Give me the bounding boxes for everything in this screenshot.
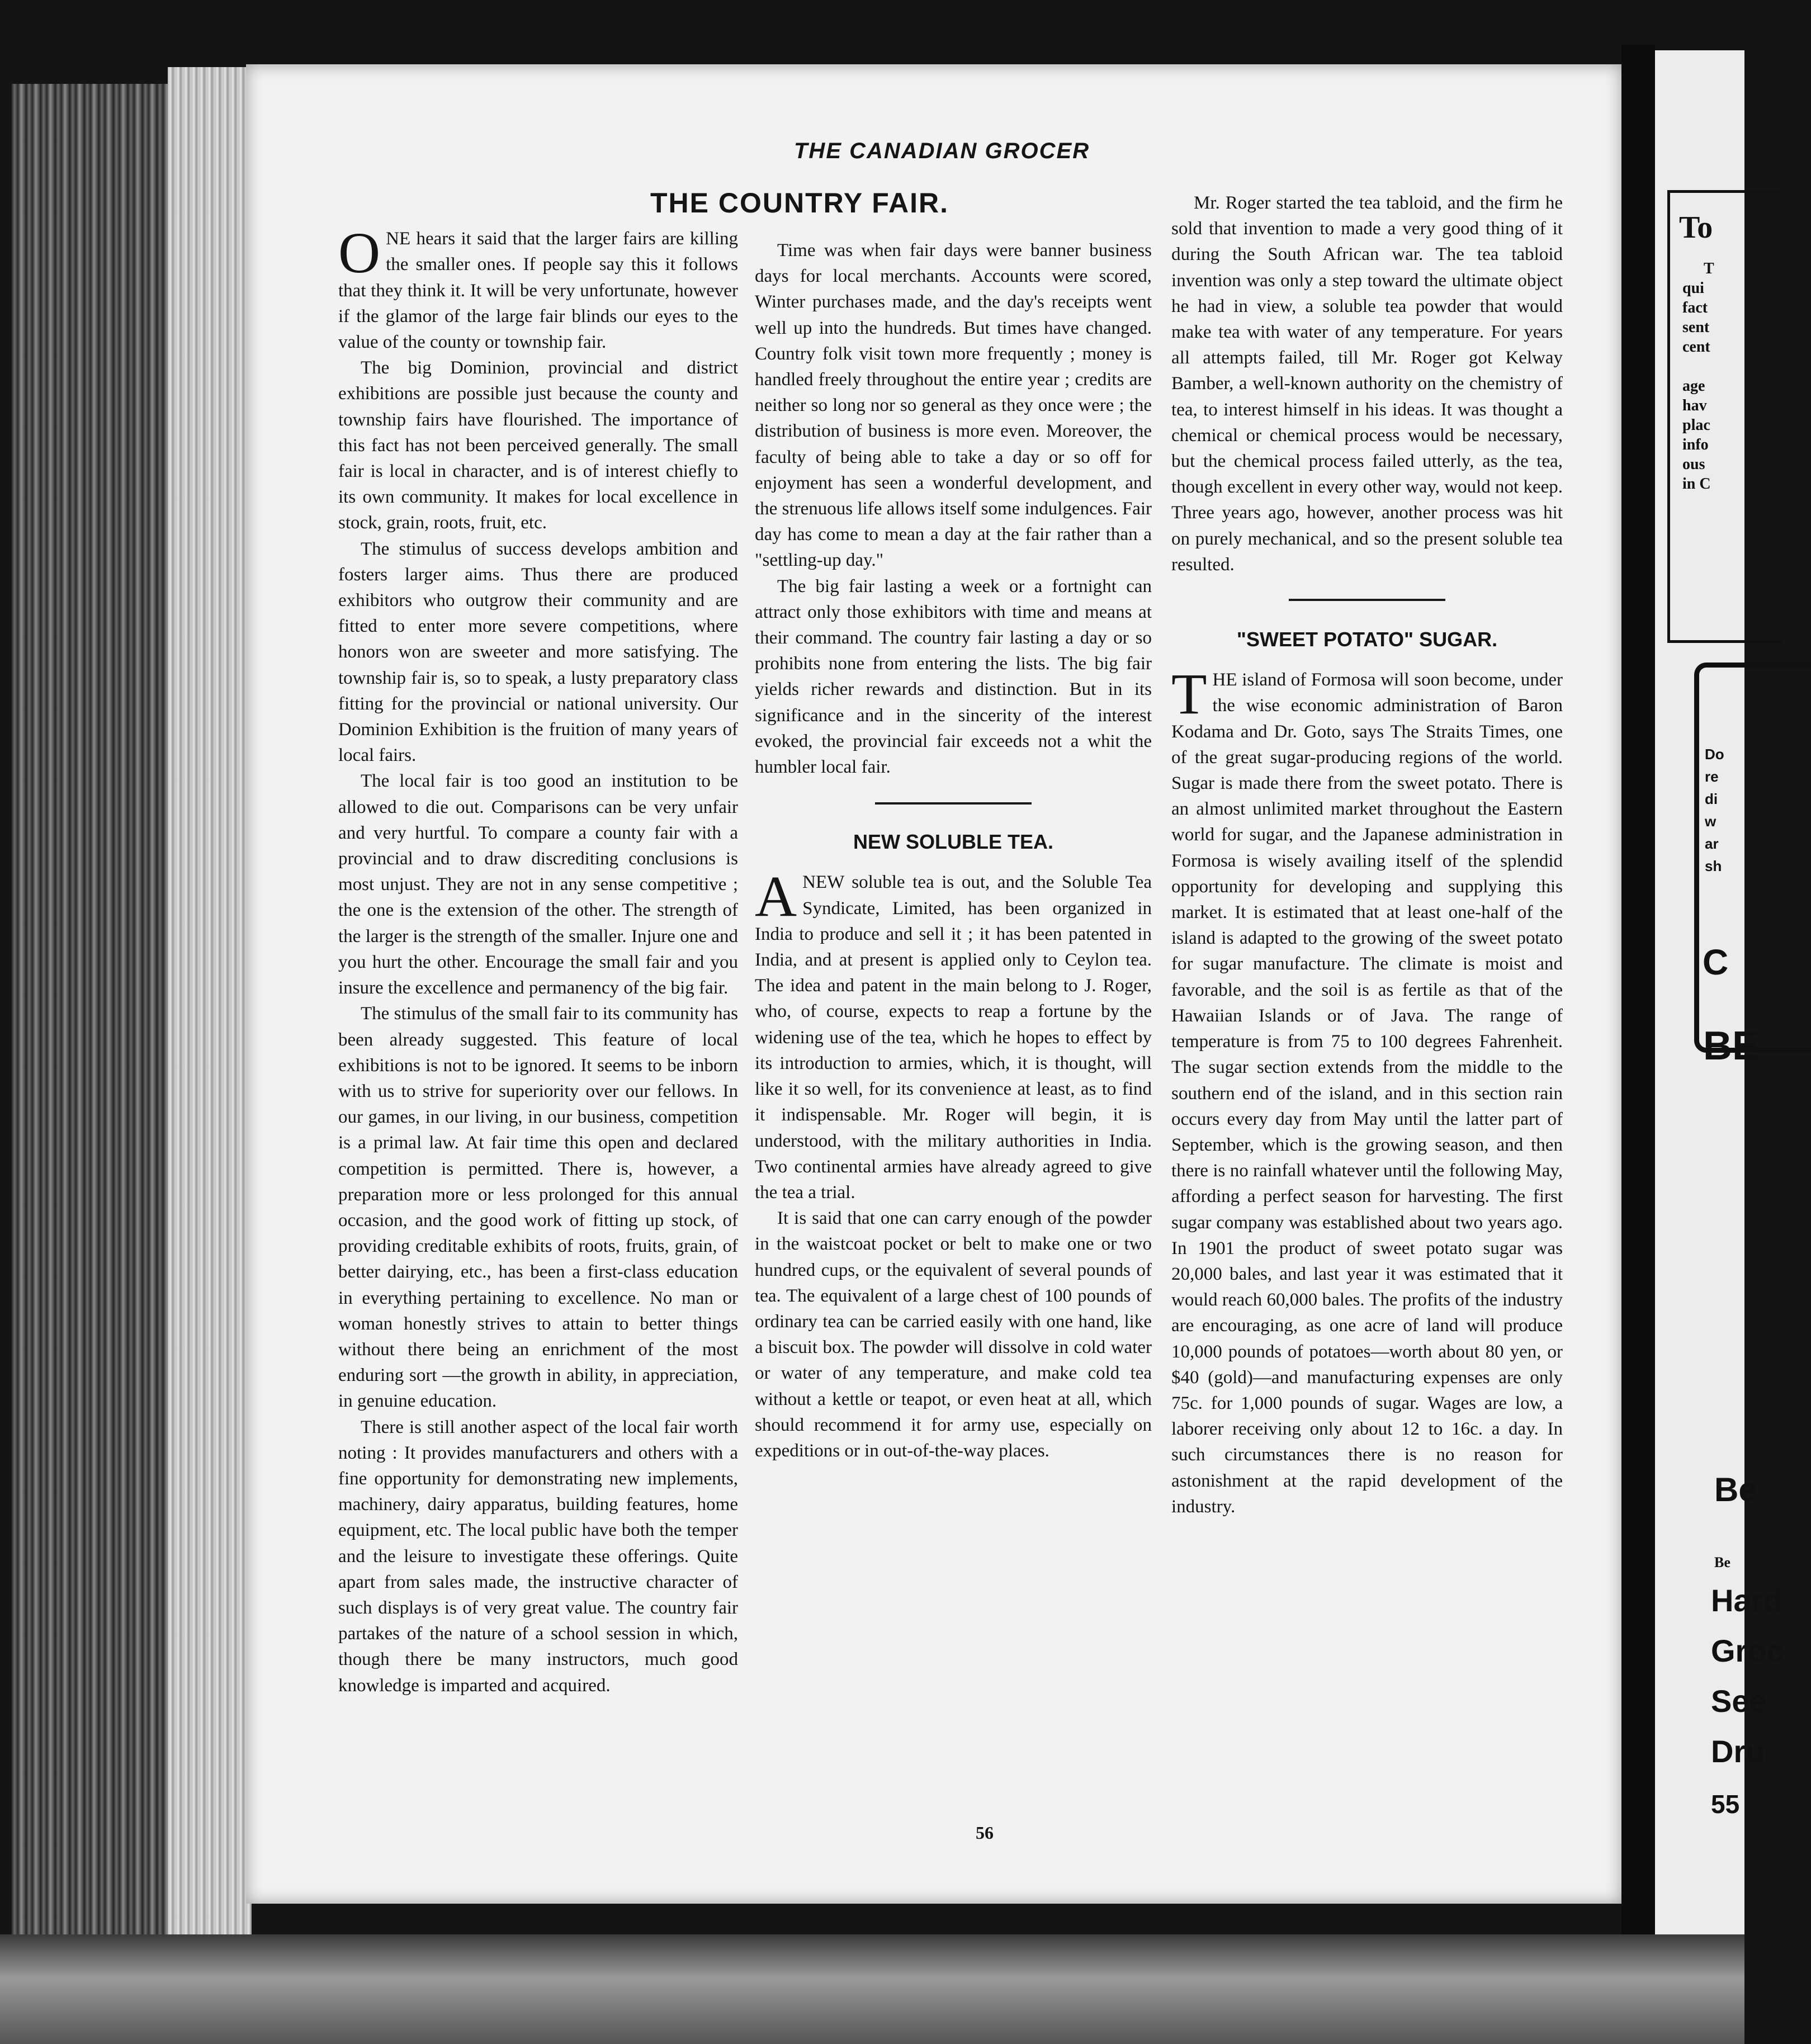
ad-line: ar [1705,835,1719,852]
adjacent-ad-box [1667,190,1782,643]
section-rule [1289,599,1445,601]
paragraph: NEW soluble tea is out, and the Soluble Tea Syndicate, Limited, has been organized in India to produce and sell it ; it has been patented in India, and at present is applied only to Ceylon tea. The idea and patent in the main belong to J. Roger, who, of course, expects to reap a fortune by the widening use of the tea, which he hopes to effect by its introduction to armies, which, it is thought, will like it so well, for its convenience at least, as to find it indispensable. Mr. Roger will begin, it is understood, with the military authorities in India. Two continental armies have already agreed to give the tea a trial. [755,872,1152,1203]
ad-line: di [1705,791,1718,807]
adjacent-ad-box-rounded [1694,663,1811,1053]
binding-gutter [1621,45,1655,1946]
adjacent-list-item: See [1711,1683,1767,1719]
ad-line: w [1705,813,1717,830]
page-number: 56 [976,1823,994,1843]
ad-line: fact [1682,299,1708,316]
ad-line: Do [1705,746,1724,763]
adjacent-heading: Be [1714,1471,1757,1508]
adjacent-page [1655,50,1784,1940]
headline-sweet-potato-sugar: "SWEET POTATO" SUGAR. [1236,628,1498,651]
running-head: THE CANADIAN GROCER [794,139,1090,163]
ad-line: re [1705,768,1719,785]
drop-cap: T [1171,662,1207,727]
adjacent-list-item: Hard [1711,1583,1782,1618]
adjacent-list-item: Be [1714,1554,1730,1570]
ad-line: sh [1705,858,1722,874]
ad-line: info [1682,436,1709,453]
ad-line: qui [1682,280,1704,297]
ad-line: cent [1682,338,1710,356]
column-1 [338,187,949,1698]
adjacent-list-item: Groc [1711,1633,1784,1668]
scan-bottom-shadow [0,1934,1744,2044]
adjacent-heading: BE [1703,1024,1760,1068]
paragraph: Time was when fair days were banner business days for local merchants. Accounts were scored, Winter purchases made, and the day's receipts went well up into the hundreds. But times have changed. Country folk visit town more frequently ; money is handled freely throughout the entire year ; credits are neither so long nor so general as they once were ; the distribution of business is more even. Moreover, the faculty of being able to take a day or so off for enjoyment has seen a wonderful development, and the strenuous life allows itself some indulgences. Fair day has come to mean a day at the fair rather than a "settling-up day." [755,240,1152,571]
headline-country-fair: THE COUNTRY FAIR. [650,187,949,219]
column-3 [1171,190,1563,1520]
headline-soluble-tea: NEW SOLUBLE TEA. [853,830,1053,854]
paragraph: HE island of Formosa will soon become, under the wise economic administration of Baron Kodama and Dr. Goto, says The Straits Times, one of the great sugar-producing regions of the world. Sugar is made there from the sweet potato. There is an almost unlimited market throughout the Eastern world for sugar, and the Japanese administration in Formosa is wisely availing itself of the splendid opportunity for developing and supplying this market. It is estimated that at least one-half of the island is adapted to the growing of the sweet potato for sugar manufacture. The climate is moist and favorable, and the soil is as fertile as that of the Hawaiian Islands or of Java. The range of temperature is from 75 to 100 degrees Fahrenheit. The sugar section extends from the middle to the southern end of the island, and in this section rain occurs every day from May until the latter part of September, which is the growing season, and then there is no rainfall whatever until the following May, affording a perfect season for harvesting. The first sugar company was established about two years ago. In 1901 the product of sweet potato sugar was 20,000 bales, and last year it was estimated that it would reach 60,000 bales. The profits of the industry are encouraging, as one acre of land will produce 10,000 pounds of potatoes—worth about 80 yen, or $40 (gold)—and manufacturing expenses are only 75c. for 1,000 pounds of sugar. Wages are low, a laborer receiving only about 12 to 16c. a day. In such circumstances there is no reason for astonishment at the rapid development of the industry. [1171,670,1563,1517]
paragraph: The stimulus of the small fair to its community has been already suggested. This feature of local exhibitions is not to be ignored. It seems to be inborn with us to strive for superiority over our fellows. In our games, in our living, in our business, competition is a primal law. At fair time this open and declared competition is permitted. There is, however, a preparation more or less prolonged for this annual occasion, and the good work of fitting up stock, of providing creditable exhibits of roots, fruits, grain, of better dairying, etc., has been a first-class education in everything pertaining to excellence. No man or woman honestly strives to attain to better things without there being an enrichment of the most enduring sort —the growth in ability, in appreciation, in genuine education. [338,1004,738,1412]
drop-cap: O [338,221,381,286]
ad-heading: To [1679,210,1713,245]
ad-line: T [1704,260,1714,277]
paragraph: It is said that one can carry enough of the powder in the waistcoat pocket or belt to make one or two hundred cups, or the equivalent of several pounds of tea. The equivalent of a large chest of 100 pounds of ordinary tea can be carried easily with one hand, like a biscuit box. The powder will dissolve in cold water or water of any temperature, and make cold tea without a kettle or teapot, or even heat at all, which should recommend it for army use, especially on expeditions or in out-of-the-way places. [755,1208,1152,1461]
paragraph: The big Dominion, provincial and district exhibitions are possible just because the county and township fairs have flourished. The importance of this fact has not been perceived generally. The small fair is local in character, and is of interest chiefly to its own community. It makes for local excellence in stock, grain, roots, fruit, etc. [338,358,738,533]
adjacent-list-item: 55 [1711,1790,1740,1819]
paragraph: NE hears it said that the larger fairs are killing the smaller ones. If people say this it follows that they think it. It will be very unfortunate, however if the glamor of the large fair blinds our eyes to the value of the county or township fair. [338,229,738,353]
ad-line: ous [1682,456,1705,473]
drop-cap: A [755,864,797,929]
ad-line: plac [1682,417,1710,434]
paragraph: The local fair is too good an institution to be allowed to die out. Comparisons can be very unfair and very hurtful. To compare a county fair with a provincial and to draw discrediting conclusions is most unjust. They are not in any sense competitive ; the one is the extension of the other. The strength of the larger is the strength of the smaller. Injure one and you hurt the other. Encourage the small fair and you insure the excellence and permanency of the big fair. [338,771,738,999]
page-stack-edge-light [168,67,252,1946]
section-rule [875,802,1032,805]
paragraph: There is still another aspect of the local fair worth noting : It provides manufacturers and others with a fine opportunity for demonstrating new implements, machinery, dairy apparatus, building features, home equipment, etc. The local public have both the temper and the leisure to investigate these offerings. Quite apart from sales made, the instructive character of such displays is of very great value. The country fair partakes of the nature of a school session in which, though there be many instructors, much good knowledge is imparted and acquired. [338,1417,738,1696]
ad-letter: C [1703,942,1729,982]
adjacent-list-item: Dru [1711,1734,1765,1769]
paragraph: The big fair lasting a week or a fortnight can attract only those exhibitors with time and means at their command. The country fair lasting a day or so prohibits none from entering the lists. The big fair yields richer rewards and distinction. But in its significance and in the sincerity of the interest evoked, the provincial fair exceeds not a whit the humbler local fair. [755,576,1152,778]
ad-line: hav [1682,397,1707,414]
ad-line: sent [1682,319,1710,336]
ad-line: age [1682,377,1705,395]
paragraph: The stimulus of success develops ambition and fosters larger aims. Thus there are produced exhibitors who outgrow their community and are fitted to enter more severe competitions, where honors won are sweeter and more satisfying. The township fair is, so to speak, a lusty preparatory class fitting for the provincial or national university. Our Dominion Exhibition is the fruition of many years of local fairs. [338,538,738,766]
ad-line: in C [1682,475,1711,493]
paragraph: Mr. Roger started the tea tabloid, and the firm he sold that invention to made a very good thing of it during the South African war. The tea tabloid invention was only a step toward the ultimate object he had in view, a soluble tea powder that would make tea with water of any temperature. For years all attempts failed, till Mr. Roger got Kelway Bamber, a well-known authority on the chemistry of tea, to interest himself in his ideas. It was thought a chemical or chemical process would be necessary, but the chemical process failed utterly, as the tea, though excellent in every other way, would not keep. Three years ago, however, another process was hit on purely mechanical, and so the present soluble tea resulted. [1171,193,1563,575]
column-2 [755,238,1152,1464]
